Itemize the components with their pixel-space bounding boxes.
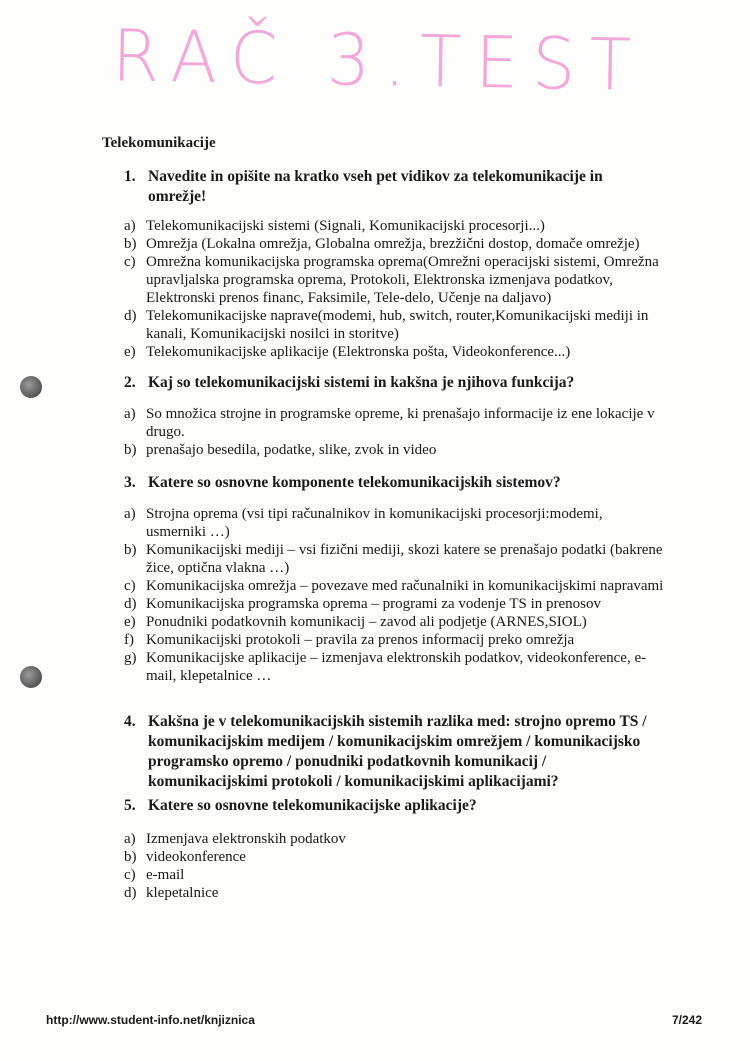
question xyxy=(124,796,664,816)
item-letter: a) xyxy=(124,406,136,422)
question-text: Katere so osnovne komponente telekomunikacijskih sistemov? xyxy=(148,474,561,491)
item-text: Strojna oprema (vsi tipi računalnikov in komunikacijski procesorji:modemi, usmerniki …) xyxy=(146,506,603,540)
item-letter: e) xyxy=(124,614,136,630)
list-item xyxy=(124,441,664,459)
handwritten-title: RAČ 3.TEST xyxy=(111,15,646,108)
page-number: 7/242 xyxy=(672,1013,703,1027)
list-item xyxy=(124,631,664,649)
list-item xyxy=(124,830,664,848)
item-text: Komunikacijski protokoli – pravila za prenos informacij preko omrežja xyxy=(146,632,575,648)
question xyxy=(124,373,664,393)
item-letter: g) xyxy=(124,650,137,666)
item-text: Ponudniki podatkovnih komunikacij – zavod ali podjetje (ARNES,SIOL) xyxy=(146,614,587,630)
question-number: 3. xyxy=(124,474,136,491)
list-item xyxy=(124,235,664,253)
question-number: 1. xyxy=(124,168,136,185)
item-letter: b) xyxy=(124,542,137,558)
item-letter: d) xyxy=(124,596,137,612)
item-text: Telekomunikacijske aplikacije (Elektronska pošta, Videokonference...) xyxy=(146,344,571,360)
question xyxy=(124,712,664,792)
question-number: 2. xyxy=(124,374,136,391)
section-heading: Telekomunikacije xyxy=(102,135,216,151)
list-item xyxy=(124,848,664,866)
item-text: Komunikacijska programska oprema – programi za vodenje TS in prenosov xyxy=(146,596,602,612)
list-item xyxy=(124,253,664,307)
punch-hole-icon xyxy=(20,376,42,398)
list-item xyxy=(124,343,664,361)
item-letter: b) xyxy=(124,442,137,458)
answer-list xyxy=(124,405,664,459)
item-letter: f) xyxy=(124,632,134,648)
item-text: klepetalnice xyxy=(146,885,219,901)
item-text: e-mail xyxy=(146,867,185,883)
question-text: Kaj so telekomunikacijski sistemi in kakšna je njihova funkcija? xyxy=(148,374,575,391)
item-text: Omrežna komunikacijska programska oprema(Omrežni operacijski sistemi, Omrežna upravljalska programska oprema, Protokoli, Elektronska izmenjava podatkov, Elektronski prenos financ, Faksimile, Tele-delo, Učenje na daljavo) xyxy=(146,254,659,306)
item-text: Omrežja (Lokalna omrežja, Globalna omrežja, brezžični dostop, domače omrežje) xyxy=(146,236,640,252)
item-text: So množica strojne in programske opreme, ki prenašajo informacije iz ene lokacije v drugo. xyxy=(146,406,655,440)
item-letter: d) xyxy=(124,885,137,901)
question-text: Katere so osnovne telekomunikacijske aplikacije? xyxy=(148,797,477,814)
item-text: Izmenjava elektronskih podatkov xyxy=(146,831,346,847)
item-letter: e) xyxy=(124,344,136,360)
item-letter: c) xyxy=(124,867,136,883)
question-text: Kakšna je v telekomunikacijskih sistemih razlika med: strojno opremo TS / komunikacijskim medijem / komunikacijskim omrežjem / komunikacijsko programsko opremo / ponudniki podatkovnih komunikacij / komunikacijskimi protokoli / komunikacijskimi aplikacijami? xyxy=(148,713,647,790)
answer-list xyxy=(124,217,664,361)
answer-list xyxy=(124,505,664,685)
list-item xyxy=(124,307,664,343)
list-item xyxy=(124,541,664,577)
item-letter: a) xyxy=(124,218,136,234)
item-text: Komunikacijske aplikacije – izmenjava elektronskih podatkov, videokonference, e-mail, klepetalnice … xyxy=(146,650,647,684)
item-letter: c) xyxy=(124,254,136,270)
footer-url[interactable]: http://www.student-info.net/knjiznica xyxy=(46,1013,255,1027)
question xyxy=(124,167,664,207)
list-item xyxy=(124,649,664,685)
list-item xyxy=(124,884,664,902)
item-text: videokonference xyxy=(146,849,246,865)
item-letter: d) xyxy=(124,308,137,324)
item-text: Telekomunikacijske naprave(modemi, hub, switch, router,Komunikacijski mediji in kanali, Komunikacijski nosilci in storitve) xyxy=(146,308,649,342)
question-number: 4. xyxy=(124,713,136,730)
question-number: 5. xyxy=(124,797,136,814)
item-letter: b) xyxy=(124,849,137,865)
item-letter: a) xyxy=(124,506,136,522)
item-text: Komunikacijska omrežja – povezave med računalniki in komunikacijskimi napravami xyxy=(146,578,664,594)
list-item xyxy=(124,613,664,631)
list-item xyxy=(124,577,664,595)
punch-hole-icon xyxy=(20,666,42,688)
item-text: Telekomunikacijski sistemi (Signali, Komunikacijski procesorji...) xyxy=(146,218,545,234)
list-item xyxy=(124,595,664,613)
list-item xyxy=(124,217,664,235)
item-letter: c) xyxy=(124,578,136,594)
answer-list xyxy=(124,830,664,902)
list-item xyxy=(124,505,664,541)
item-text: prenašajo besedila, podatke, slike, zvok in video xyxy=(146,442,437,458)
list-item xyxy=(124,405,664,441)
question-text: Navedite in opišite na kratko vseh pet vidikov za telekomunikacije in omrežje! xyxy=(148,168,603,205)
item-letter: a) xyxy=(124,831,136,847)
item-letter: b) xyxy=(124,236,137,252)
item-text: Komunikacijski mediji – vsi fizični mediji, skozi katere se prenašajo podatki (bakrene žice, optična vlakna …) xyxy=(146,542,663,576)
list-item xyxy=(124,866,664,884)
question xyxy=(124,473,664,493)
